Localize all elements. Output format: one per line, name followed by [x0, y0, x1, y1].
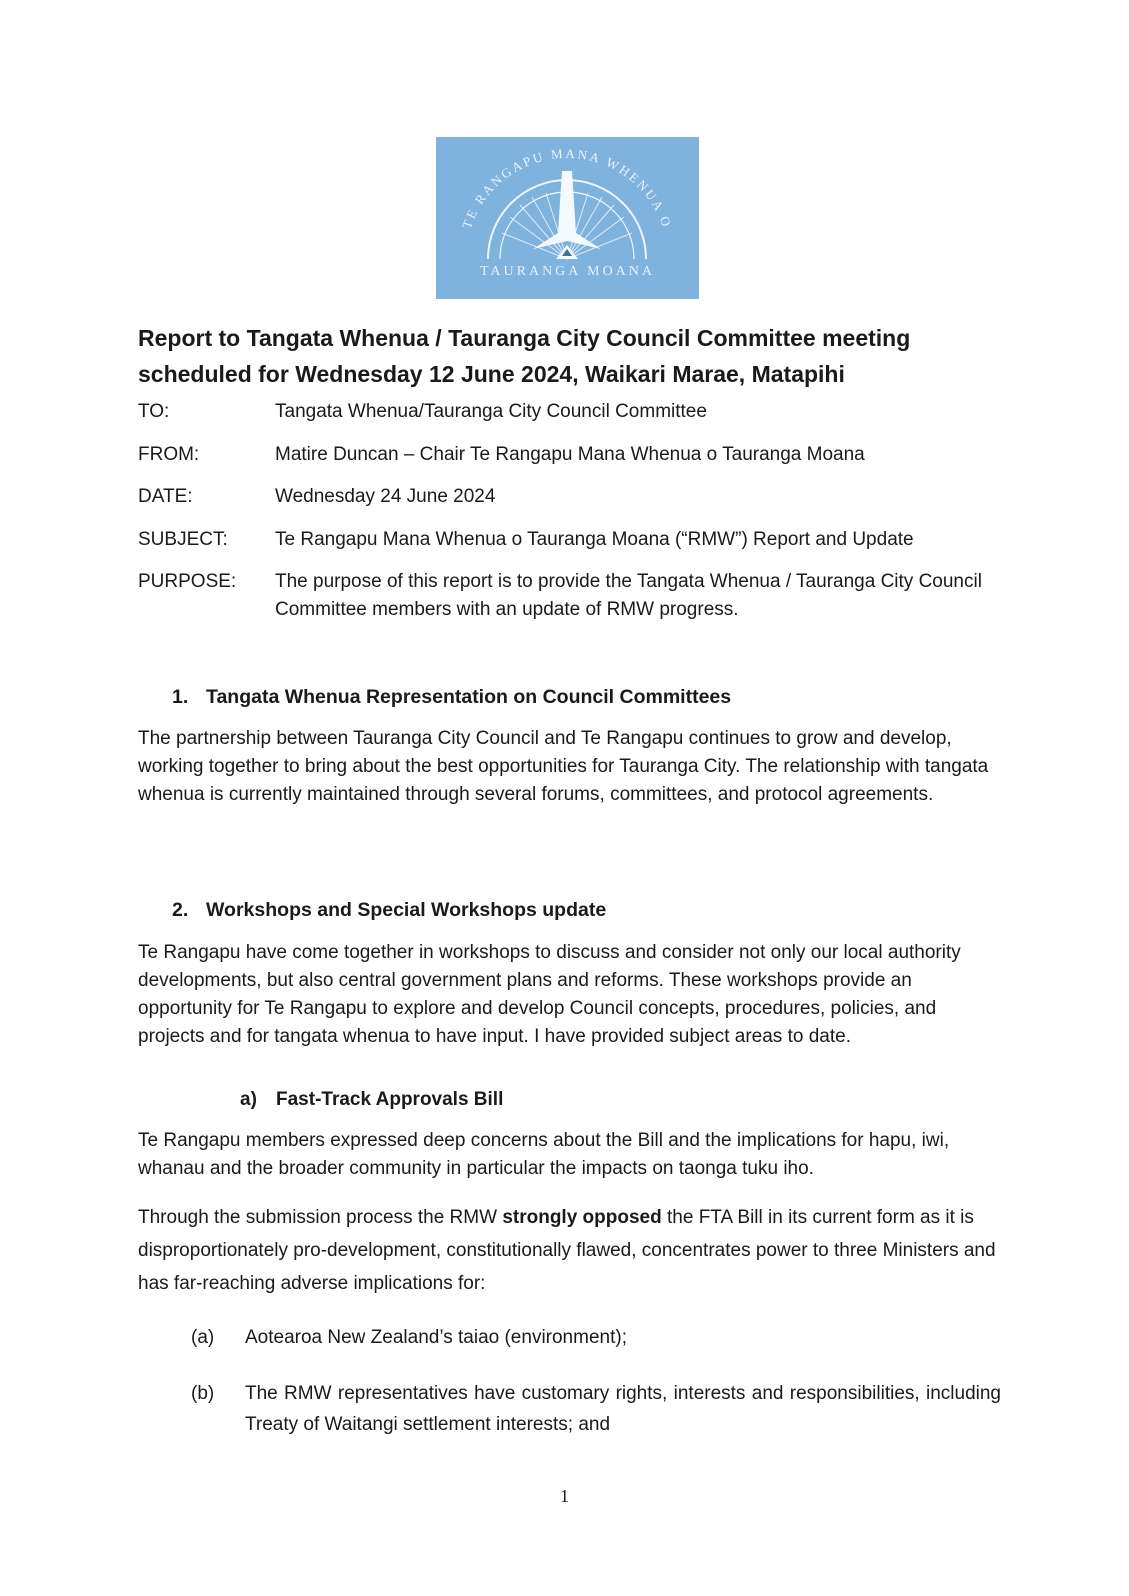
subsection-a-heading: [240, 1086, 503, 1114]
subsection-a-title: Fast-Track Approvals Bill: [276, 1089, 504, 1110]
page-number: 1: [560, 1486, 569, 1506]
list-item-label: (a): [191, 1327, 215, 1348]
logo-bottom-text: TAURANGA MOANA: [479, 264, 656, 279]
meta-subject-label: SUBJECT:: [138, 529, 228, 550]
meta-to-label: TO:: [138, 401, 170, 422]
para-2-emphasis: strongly opposed: [502, 1207, 662, 1228]
meta-subject-value: Te Rangapu Mana Whenua o Tauranga Moana (“RMW”) Report and Update: [275, 529, 914, 550]
meta-purpose-value: The purpose of this report is to provide the Tangata Whenua / Tauranga City Council Committee members with an update of RMW progress.: [275, 571, 982, 620]
logo-arc-text: TE RANGAPU MANA WHENUA O: [458, 145, 676, 231]
section-2-body: Te Rangapu have come together in workshops to discuss and consider not only our local authority developments, but also central government plans and reforms. These workshops provide an opportunity for Te Rangapu to explore and develop Council concepts, procedures, policies, and projects and for tangata whenua to have input. I have provided subject areas to date.: [138, 942, 961, 1047]
section-2-title: Workshops and Special Workshops update: [206, 899, 607, 921]
para-2-text-end: the FTA Bill in its current form as it is disproportionately pro-development, constitutionally flawed, concentrates power to three Ministers and has far-reaching adverse implications for:: [138, 1207, 996, 1294]
list-item-label: (b): [191, 1383, 215, 1404]
meta-from-value: Matire Duncan – Chair Te Rangapu Mana Whenua o Tauranga Moana: [275, 444, 865, 465]
report-title: Report to Tangata Whenua / Tauranga City Council Committee meeting scheduled for Wednesday 12 June 2024, Waikari Marae, Matapihi: [138, 325, 911, 387]
section-1-body: The partnership between Tauranga City Council and Te Rangapu continues to grow and develop, working together to bring about the best opportunities for Tauranga City. The relationship with tangata whenua is currently maintained through several forums, committees, and protocol agreements.: [138, 728, 989, 805]
rmw-logo: [436, 137, 699, 299]
section-1-title: Tangata Whenua Representation on Council Committees: [206, 686, 732, 708]
subsection-a-number: a): [240, 1089, 257, 1110]
meta-from-label: FROM:: [138, 444, 200, 465]
section-1-number: 1.: [172, 686, 189, 708]
meta-date-label: DATE:: [138, 486, 193, 507]
meta-date-value: Wednesday 24 June 2024: [275, 486, 496, 507]
subsection-a-para-2: [138, 1201, 998, 1300]
meta-purpose-label: PURPOSE:: [138, 571, 237, 592]
meta-to-value: Tangata Whenua/Tauranga City Council Committee: [275, 401, 707, 422]
section-2-number: 2.: [172, 899, 189, 921]
section-2-heading: [172, 896, 606, 924]
list-item-text: Aotearoa New Zealand’s taiao (environment);: [245, 1327, 627, 1348]
list-item-text: The RMW representatives have customary rights, interests and responsibilities, including Treaty of Waitangi settlement interests; and: [245, 1383, 1001, 1435]
section-1-heading: [172, 683, 731, 711]
subsection-a-para-1: Te Rangapu members expressed deep concerns about the Bill and the implications for hapu, iwi, whanau and the broader community in particular the impacts on taonga tuku iho.: [138, 1130, 950, 1179]
para-2-text-start: Through the submission process the RMW: [138, 1207, 503, 1228]
